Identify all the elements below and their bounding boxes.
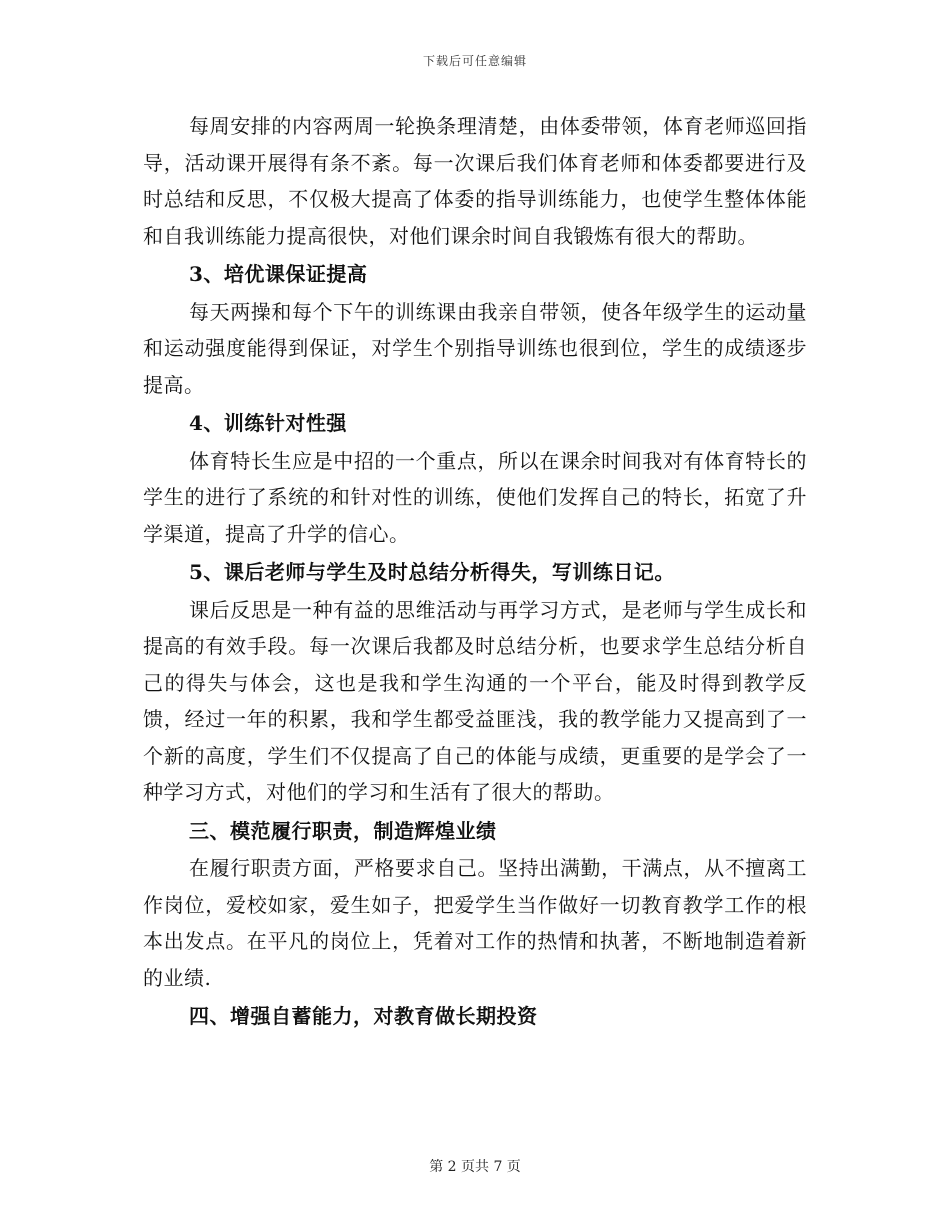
- paragraph-daily-training: 每天两操和每个下午的训练课由我亲自带领，使各年级学生的运动量和运动强度能得到保证，对学生个别指导训练也很到位，学生的成绩逐步提高。: [143, 299, 807, 397]
- paragraph-duties: 在履行职责方面，严格要求自己。坚持出满勤，干满点，从不擅离工作岗位，爱校如家，爱生如子，把爱学生当作做好一切教育教学工作的根本出发点。在平凡的岗位上，凭着对工作的热情和执著，不断地制造着新的业绩.: [143, 856, 807, 990]
- page-number-footer: 第 2 页共 7 页: [429, 1159, 521, 1175]
- heading-excellence-class: 3、培优课保证提高: [189, 262, 368, 286]
- paragraph-sports-specialty: 体育特长生应是中招的一个重点，所以在课余时间我对有体育特长的学生的进行了系统的和针对性的训练，使他们发挥自己的特长，拓宽了升学渠道，提高了升学的信心。: [143, 448, 807, 546]
- paragraph-reflection: 课后反思是一种有益的思维活动与再学习方式，是老师与学生成长和提高的有效手段。每一次课后我都及时总结分析，也要求学生总结分析自己的得失与体会，这也是我和学生沟通的一个平台，能及时得到教学反馈，经过一年的积累，我和学生都受益匪浅，我的教学能力又提高到了一个新的高度，学生们不仅提高了自己的体能与成绩，更重要的是学会了一种学习方式，对他们的学习和生活有了很大的帮助。: [143, 597, 807, 804]
- paragraph-weekly-arrangement: 每周安排的内容两周一轮换条理清楚，由体委带领，体育老师巡回指导，活动课开展得有条不紊。每一次课后我们体育老师和体委都要进行及时总结和反思，不仅极大提高了体委的指导训练能力，也使学生整体体能和自我训练能力提高很快，对他们课余时间自我锻炼有很大的帮助。: [143, 114, 807, 248]
- heading-after-class-summary: 5、课后老师与学生及时总结分析得失，写训练日记。: [189, 560, 675, 584]
- document-body: [143, 108, 807, 1036]
- heading-targeted-training: 4、训练针对性强: [189, 411, 347, 435]
- heading-model-duties: 三、模范履行职责，制造辉煌业绩: [189, 818, 497, 843]
- heading-self-improvement: 四、增强自蓄能力，对教育做长期投资: [189, 1004, 538, 1028]
- page-header: 下载后可任意编辑: [422, 54, 527, 68]
